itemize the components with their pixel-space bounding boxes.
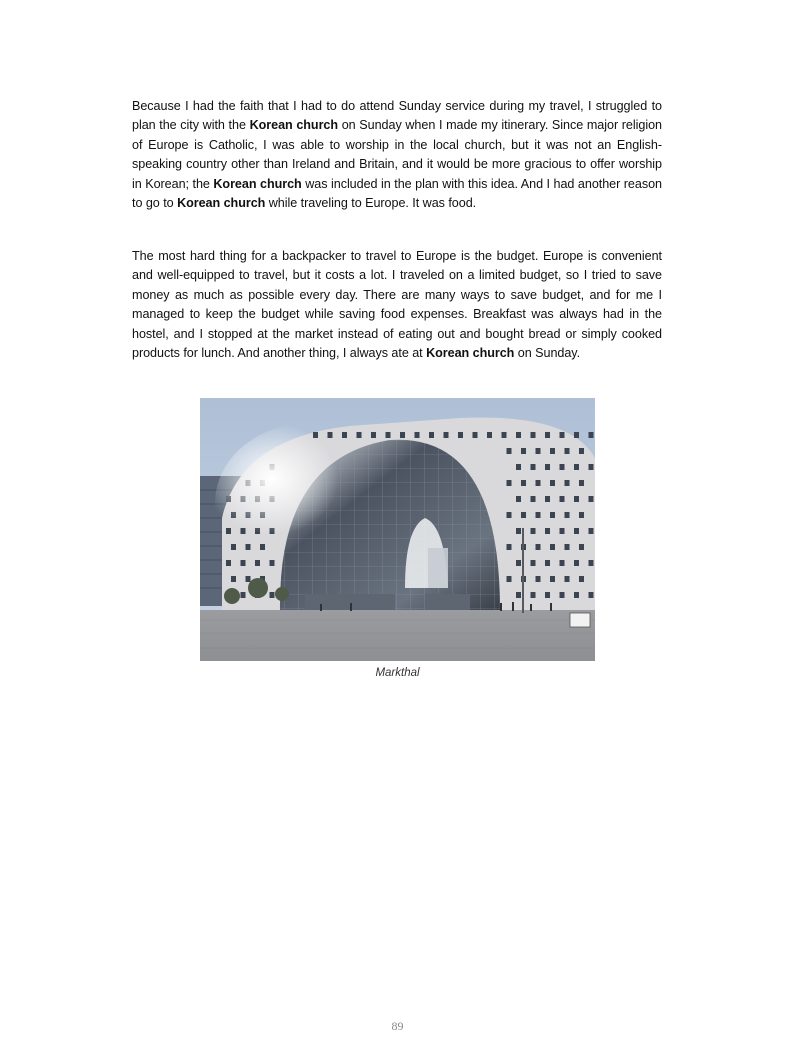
text-segment: while traveling to Europe. It was food. xyxy=(265,196,477,211)
text-segment: on Sunday. xyxy=(514,346,581,361)
markthal-photo xyxy=(200,398,595,661)
square-pavement xyxy=(200,610,595,661)
sun-glare xyxy=(215,423,405,583)
text-segment: was included in the plan with this idea. And I had another reason to go to xyxy=(132,176,662,211)
bold-term: Korean church xyxy=(213,176,302,191)
text-segment: The most hard thing for a backpacker to travel to Europe is the budget. Europe is convenient and well-equipped to travel, but it costs a lot. I traveled on a limited budget, so I tried to save money as much as possible every day. There are many ways to save budget, and for me I managed to keep the budget while saving food expenses. Breakfast was always had in the hostel, and I stopped at the market instead of eating out and bought bread or simply cooked products for lunch. And another thing, I always ate at xyxy=(132,249,662,361)
bold-term: Korean church xyxy=(426,346,515,361)
paragraph-1 xyxy=(132,97,662,213)
text-segment: Because I had the faith that I had to do attend Sunday service during my travel, I struggled to plan the city with the xyxy=(132,99,662,133)
page-number: 89 xyxy=(391,1019,404,1033)
figure-caption: Markthal xyxy=(375,667,420,679)
paragraph-2 xyxy=(132,247,662,363)
text-segment: on Sunday when I made my itinerary. Since major religion of Europe is Catholic, I was able to worship in the local church, but it was not an English-speaking country other than Ireland and Britain, and it would be more gracious to offer worship in Korean; the xyxy=(132,118,662,191)
bold-term: Korean church xyxy=(177,196,266,211)
bold-term: Korean church xyxy=(249,118,339,133)
markthal-building-illustration xyxy=(200,398,595,661)
